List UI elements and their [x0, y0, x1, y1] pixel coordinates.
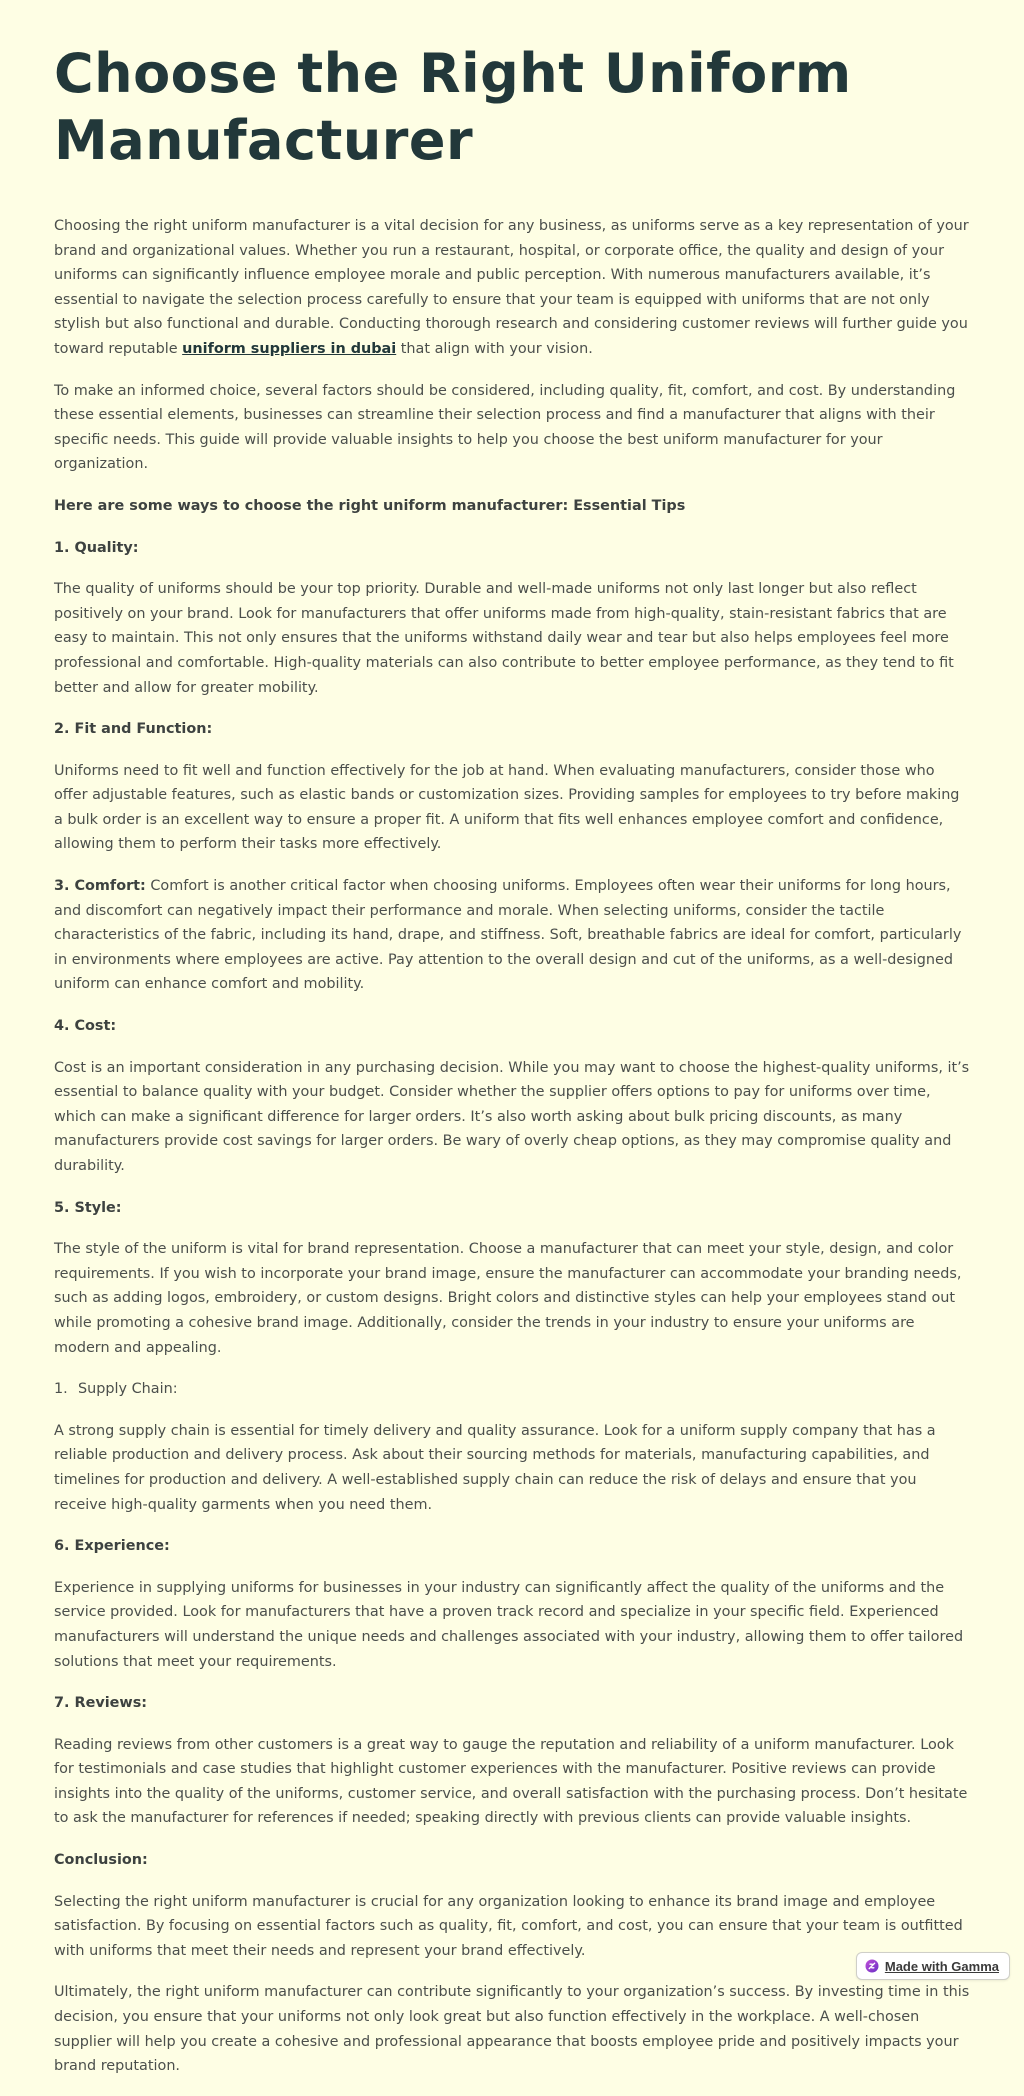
fit-text: Uniforms need to fit well and function effectively for the job at hand. When evaluating manufacturers, consider those who offer adjustable features, such as elastic bands or customization sizes. Providing samples for employees to try before making a bulk order is an excellent way to ensure a proper fit. A uniform that fits well enhances employee comfort and confidence, allowing them to perform their tasks more effectively.: [54, 762, 960, 853]
comfort-text: Comfort is another critical factor when choosing uniforms. Employees often wear their uniforms for long hours, and discomfort can negatively impact their performance and morale. When selecting uniforms, consider the tactile characteristics of the fabric, including its hand, drape, and stiffness. Soft, breathable fabrics are ideal for comfort, particularly in environments where employees are active. Pay attention to the overall design and cut of the uniforms, as a well-designed uniform can enhance comfort and mobility.: [54, 878, 962, 993]
intro-text-after-link: that align with your vision.: [396, 340, 593, 357]
fit-heading: 2. Fit and Function:: [54, 721, 213, 738]
conclusion-heading: Conclusion:: [54, 1852, 148, 1869]
cost-text: Cost is an important consideration in any purchasing decision. While you may want to choose the highest-quality uniforms, it’s essential to balance quality with your budget. Consider whether the supplier offers options to pay for uniforms over time, which can make a significant difference for larger orders. It’s also worth asking about bulk pricing discounts, as many manufacturers provide cost savings for larger orders. Be wary of overly cheap options, as they may compromise quality and durability.: [54, 1059, 970, 1174]
supply-chain-label: Supply Chain:: [78, 1381, 178, 1398]
conclusion-paragraph-1: Selecting the right uniform manufacturer is crucial for any organization looking to enhance its brand image and employee satisfaction. By focusing on essential factors such as quality, fit, comfort, and cost, you can ensure that your team is outfitted with uniforms that meet their needs and represent your brand effectively.: [54, 1893, 963, 1959]
style-text: The style of the uniform is vital for brand representation. Choose a manufacturer that can meet your style, design, and color requirements. If you wish to incorporate your brand image, ensure the manufacturer can accommodate your branding needs, such as adding logos, embroidery, or custom designs. Bright colors and distinctive styles can help your employees stand out while promoting a cohesive brand image. Additionally, consider the trends in your industry to ensure your uniforms are modern and appealing.: [54, 1241, 962, 1356]
uniform-suppliers-link[interactable]: uniform suppliers in dubai: [182, 340, 397, 357]
style-heading: 5. Style:: [54, 1199, 122, 1216]
reviews-heading: 7. Reviews:: [54, 1695, 148, 1712]
intro-paragraph-2: To make an informed choice, several factors should be considered, including quality, fit, comfort, and cost. By understanding these essential elements, businesses can streamline their selection process and find a manufacturer that aligns with their specific needs. This guide will provide valuable insights to help you choose the best uniform manufacturer for your organization.: [54, 382, 956, 473]
made-with-gamma-label: Made with Gamma: [884, 1958, 999, 1974]
page-title: Choose the Right Uniform Manufacturer: [54, 42, 852, 172]
cost-heading: 4. Cost:: [54, 1018, 117, 1035]
quality-text: The quality of uniforms should be your top priority. Durable and well-made uniforms not only last longer but also reflect positively on your brand. Look for manufacturers that offer uniforms made from high-quality, stain-resistant fabrics that are easy to maintain. This not only ensures that the uniforms withstand daily wear and tear but also helps employees feel more professional and comfortable. High-quality materials can also contribute to better employee performance, as they tend to fit better and allow for greater mobility.: [54, 581, 954, 696]
experience-heading: 6. Experience:: [54, 1538, 170, 1555]
supply-chain-text: A strong supply chain is essential for timely delivery and quality assurance. Look for a uniform supply company that has a reliable production and delivery process. Ask about their sourcing methods for materials, manufacturing capabilities, and timelines for production and delivery. A well-established supply chain can reduce the risk of delays and ensure that you receive high-quality garments when you need them.: [54, 1422, 936, 1513]
supply-chain-number: 1.: [54, 1381, 68, 1398]
conclusion-paragraph-2: Ultimately, the right uniform manufacturer can contribute significantly to your organization’s success. By investing time in this decision, you ensure that your uniforms not only look great but also function effectively in the workplace. A well-chosen supplier will help you create a cohesive and professional appearance that boosts employee pride and positively impacts your brand reputation.: [54, 1984, 970, 2075]
reviews-text: Reading reviews from other customers is a great way to gauge the reputation and reliability of a uniform manufacturer. Look for testimonials and case studies that highlight customer experiences with the manufacturer. Positive reviews can provide insights into the quality of the uniforms, customer service, and overall satisfaction with the purchasing process. Don’t hesitate to ask the manufacturer for references if needed; speaking directly with previous clients can provide valuable insights.: [54, 1736, 968, 1827]
supply-chain-heading: [54, 1377, 972, 1402]
document-body: [54, 40, 972, 2096]
intro-text-before-link: Choosing the right uniform manufacturer is a vital decision for any business, as uniforms serve as a key representation of your brand and organizational values. Whether you run a restaurant, hospital, or corporate office, the quality and design of your uniforms can significantly influence employee morale and public perception. With numerous manufacturers available, it’s essential to navigate the selection process carefully to ensure that your team is equipped with uniforms that are not only stylish but also functional and durable. Conducting thorough research and considering customer reviews will further guide you toward reputable: [54, 218, 969, 357]
comfort-paragraph: [54, 874, 972, 997]
experience-text: Experience in supplying uniforms for businesses in your industry can significantly affect the quality of the uniforms and the service provided. Look for manufacturers that have a proven track record and specialize in your specific field. Experienced manufacturers will understand the unique needs and challenges associated with your industry, allowing them to offer tailored solutions that meet your requirements.: [54, 1579, 964, 1670]
intro-paragraph-1: [54, 214, 972, 362]
gamma-logo-icon: [865, 1959, 879, 1973]
comfort-heading: 3. Comfort:: [54, 878, 146, 895]
made-with-gamma-badge[interactable]: [856, 1952, 1010, 1980]
tips-heading: Here are some ways to choose the right uniform manufacturer: Essential Tips: [54, 497, 686, 514]
quality-heading: 1. Quality:: [54, 539, 139, 556]
